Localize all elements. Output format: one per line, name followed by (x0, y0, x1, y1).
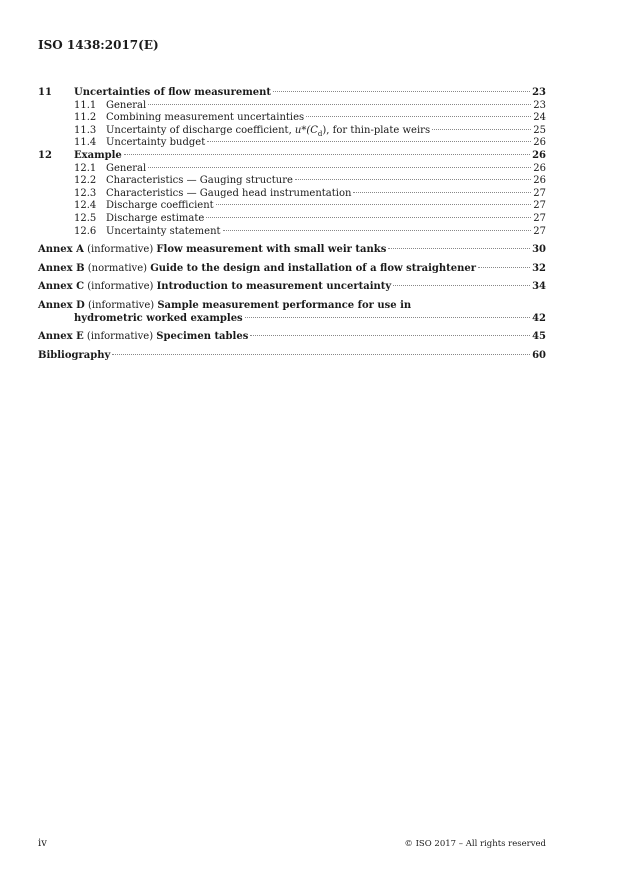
annex-label: Annex D (38, 299, 85, 311)
toc-entry-number: 11.1 (74, 99, 97, 111)
toc-entry-page: 45 (532, 331, 546, 343)
toc-annex-e[interactable] (38, 331, 546, 344)
toc-entry-page: 27 (533, 187, 546, 199)
page-number: iv (38, 838, 47, 849)
toc-entry-title: General (106, 162, 147, 174)
dot-leader (306, 116, 531, 117)
toc-entry-page: 27 (533, 212, 546, 224)
toc-entry-title: Bibliography (38, 349, 111, 361)
toc-entry-title: Discharge coefficient (106, 200, 214, 212)
annex-type: (informative) (87, 281, 154, 293)
annex-label: Annex C (38, 281, 85, 293)
dot-leader (295, 179, 531, 180)
toc-annex-b[interactable] (38, 263, 546, 276)
toc-annex-d[interactable] (38, 300, 546, 313)
toc-entry-title: Uncertainty statement (106, 225, 221, 237)
dot-leader (353, 192, 531, 193)
toc-entry-page: 42 (532, 312, 546, 324)
toc-entry-title: Example (74, 149, 122, 161)
toc-entry-title: Combining measurement uncertainties (106, 112, 305, 124)
annex-title: Guide to the design and installation of a flow straightener (150, 262, 477, 274)
document-header: ISO 1438:2017(E) (38, 38, 159, 52)
dot-leader (206, 217, 531, 218)
toc-entry-page: 24 (533, 112, 546, 124)
toc-entry-page: 25 (533, 124, 546, 136)
dot-leader (223, 230, 532, 231)
annex-type: (normative) (87, 262, 148, 274)
dot-leader (112, 354, 530, 355)
toc-entry-page: 27 (533, 200, 546, 212)
toc-entry-page: 60 (532, 349, 546, 361)
toc-entry-number: 11.3 (74, 124, 97, 136)
toc-annex-c[interactable] (38, 281, 546, 294)
toc-entry-number: 11.2 (74, 112, 97, 124)
dot-leader (216, 204, 532, 205)
toc-entry-number: 12.4 (74, 200, 97, 212)
toc-entry-page: 26 (533, 175, 546, 187)
toc-entry-number: 11 (38, 87, 52, 98)
toc-entry-page: 26 (533, 137, 546, 149)
dot-leader (432, 129, 531, 130)
dot-leader (148, 104, 531, 105)
toc-entry-title: Uncertainty of discharge coefficient, $u*(C_d)$, for thin-plate weirs (106, 124, 431, 138)
toc-entry-number: 11.4 (74, 137, 97, 149)
annex-label: Annex A (38, 244, 84, 256)
toc-entry-page: 34 (532, 281, 546, 293)
annex-title: Introduction to measurement uncertainty (156, 281, 392, 293)
annex-type: (informative) (87, 299, 155, 311)
toc-entry-page: 27 (533, 225, 546, 237)
toc-entry-page: 26 (533, 162, 546, 174)
toc-entry-11-1[interactable] (38, 100, 546, 113)
dot-leader (273, 91, 530, 92)
annex-label: Annex E (38, 331, 84, 343)
toc-entry-number: 12.1 (74, 162, 97, 174)
annex-title: Sample measurement performance for use in (157, 299, 412, 311)
dot-leader (207, 141, 531, 142)
toc-entry-number: 12.6 (74, 225, 97, 237)
toc-entry-page: 30 (532, 244, 546, 256)
toc-entry-number: 12.3 (74, 187, 97, 199)
toc-entry-12[interactable] (38, 150, 546, 163)
dot-leader (245, 317, 530, 318)
annex-type: (informative) (87, 244, 154, 256)
dot-leader (148, 167, 531, 168)
toc-entry-title: Uncertainty budget (106, 137, 206, 149)
annex-title: Flow measurement with small weir tanks (156, 244, 387, 256)
toc-entry-number: 12 (38, 149, 52, 161)
table-of-contents (38, 87, 546, 362)
annex-title-continued: hydrometric worked examples (74, 312, 243, 324)
toc-entry-11[interactable] (38, 87, 546, 100)
toc-entry-page: 32 (532, 262, 546, 274)
toc-entry-12-2[interactable] (38, 175, 546, 188)
dot-leader (388, 248, 530, 249)
toc-entry-title: Characteristics — Gauging structure (106, 175, 293, 187)
toc-entry-12-4[interactable] (38, 200, 546, 213)
dot-leader (478, 267, 530, 268)
toc-entry-number: 12.5 (74, 212, 97, 224)
dot-leader (393, 285, 530, 286)
toc-entry-12-6[interactable] (38, 226, 546, 239)
toc-entry-page: 23 (533, 99, 546, 111)
dot-leader (124, 154, 530, 155)
toc-entry-title: General (106, 99, 147, 111)
toc-entry-number: 12.2 (74, 175, 97, 187)
annex-label: Annex B (38, 262, 85, 274)
dot-leader (250, 335, 530, 336)
toc-entry-12-1[interactable] (38, 163, 546, 176)
toc-bibliography[interactable] (38, 350, 546, 363)
toc-entry-title: Discharge estimate (106, 212, 205, 224)
toc-entry-11-3[interactable] (38, 125, 546, 138)
toc-entry-title: Characteristics — Gauged head instrumentation (106, 187, 352, 199)
toc-annex-d-line2[interactable] (38, 313, 546, 326)
annex-type: (informative) (86, 331, 154, 343)
toc-entry-12-3[interactable] (38, 188, 546, 201)
copyright-notice: © ISO 2017 – All rights reserved (404, 839, 546, 849)
toc-entry-11-2[interactable] (38, 112, 546, 125)
toc-entry-page: 26 (532, 149, 546, 161)
toc-entry-page: 23 (532, 87, 546, 98)
toc-annex-a[interactable] (38, 244, 546, 257)
annex-title: Specimen tables (156, 331, 249, 343)
toc-entry-12-5[interactable] (38, 213, 546, 226)
toc-entry-title: Uncertainties of flow measurement (74, 87, 272, 98)
